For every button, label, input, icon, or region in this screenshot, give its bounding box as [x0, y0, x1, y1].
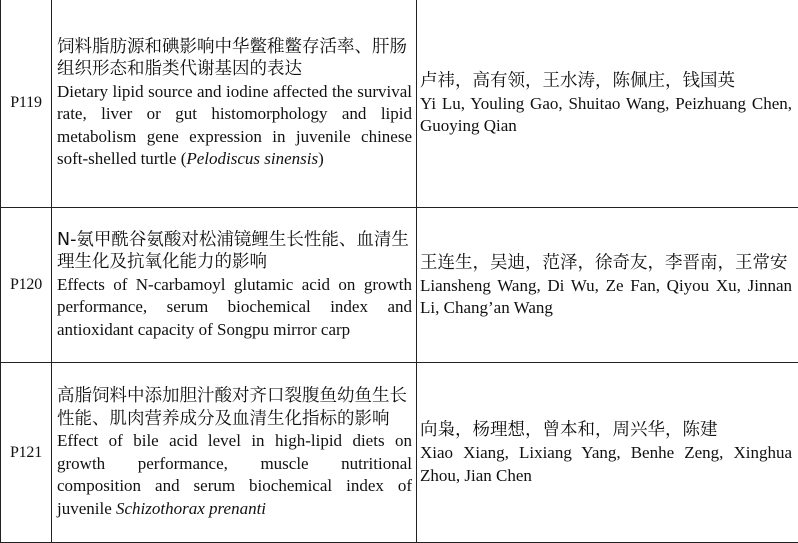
title-en-text: Effect of bile acid level in high-lipid diets on growth performance, muscle nutritional composition and serum biochemical index of juvenile	[57, 431, 412, 518]
title-en-tail: )	[318, 149, 324, 168]
paper-row	[1, 363, 798, 543]
authors-cell	[417, 208, 798, 363]
paper-code: P121	[1, 363, 52, 543]
species-name: Schizothorax prenanti	[116, 499, 266, 518]
authors-zh: 向枭，杨理想，曾本和，周兴华，陈建	[420, 418, 792, 442]
title-en	[57, 81, 412, 171]
authors-en: Xiao Xiang, Lixiang Yang, Benhe Zeng, Xinghua Zhou, Jian Chen	[420, 442, 792, 487]
paper-code: P120	[1, 208, 52, 363]
authors-zh: 王连生，吴迪，范泽，徐奇友，李晋南，王常安	[420, 251, 792, 275]
title-zh: N-氨甲酰谷氨酸对松浦镜鲤生长性能、血清生理生化及抗氧化能力的影响	[57, 229, 412, 274]
authors-cell	[417, 363, 798, 543]
authors-en: Liansheng Wang, Di Wu, Ze Fan, Qiyou Xu, Jinnan Li, Chang’an Wang	[420, 275, 792, 320]
authors-zh: 卢祎，高有领，王水涛，陈佩庄，钱国英	[420, 69, 792, 93]
title-cell	[52, 208, 417, 363]
title-zh: 饲料脂肪源和碘影响中华鳖稚鳖存活率、肝肠组织形态和脂类代谢基因的表达	[57, 36, 412, 81]
title-zh: 高脂饲料中添加胆汁酸对齐口裂腹鱼幼鱼生长性能、肌肉营养成分及血清生化指标的影响	[57, 385, 412, 430]
paper-code: P119	[1, 0, 52, 208]
title-en-text: Dietary lipid source and iodine affected the survival rate, liver or gut histomorphology and lipid metabolism gene expression in juvenile chinese soft-shelled turtle (	[57, 82, 412, 169]
title-en	[57, 430, 412, 520]
species-name: Pelodiscus sinensis	[186, 149, 318, 168]
title-en: Effects of N-carbamoyl glutamic acid on growth performance, serum biochemical index and antioxidant capacity of Songpu mirror carp	[57, 274, 412, 342]
authors-cell	[417, 0, 798, 208]
title-cell	[52, 0, 417, 208]
title-cell	[52, 363, 417, 543]
paper-row	[1, 208, 798, 363]
paper-row	[1, 0, 798, 208]
authors-en: Yi Lu, Youling Gao, Shuitao Wang, Peizhuang Chen, Guoying Qian	[420, 93, 792, 138]
